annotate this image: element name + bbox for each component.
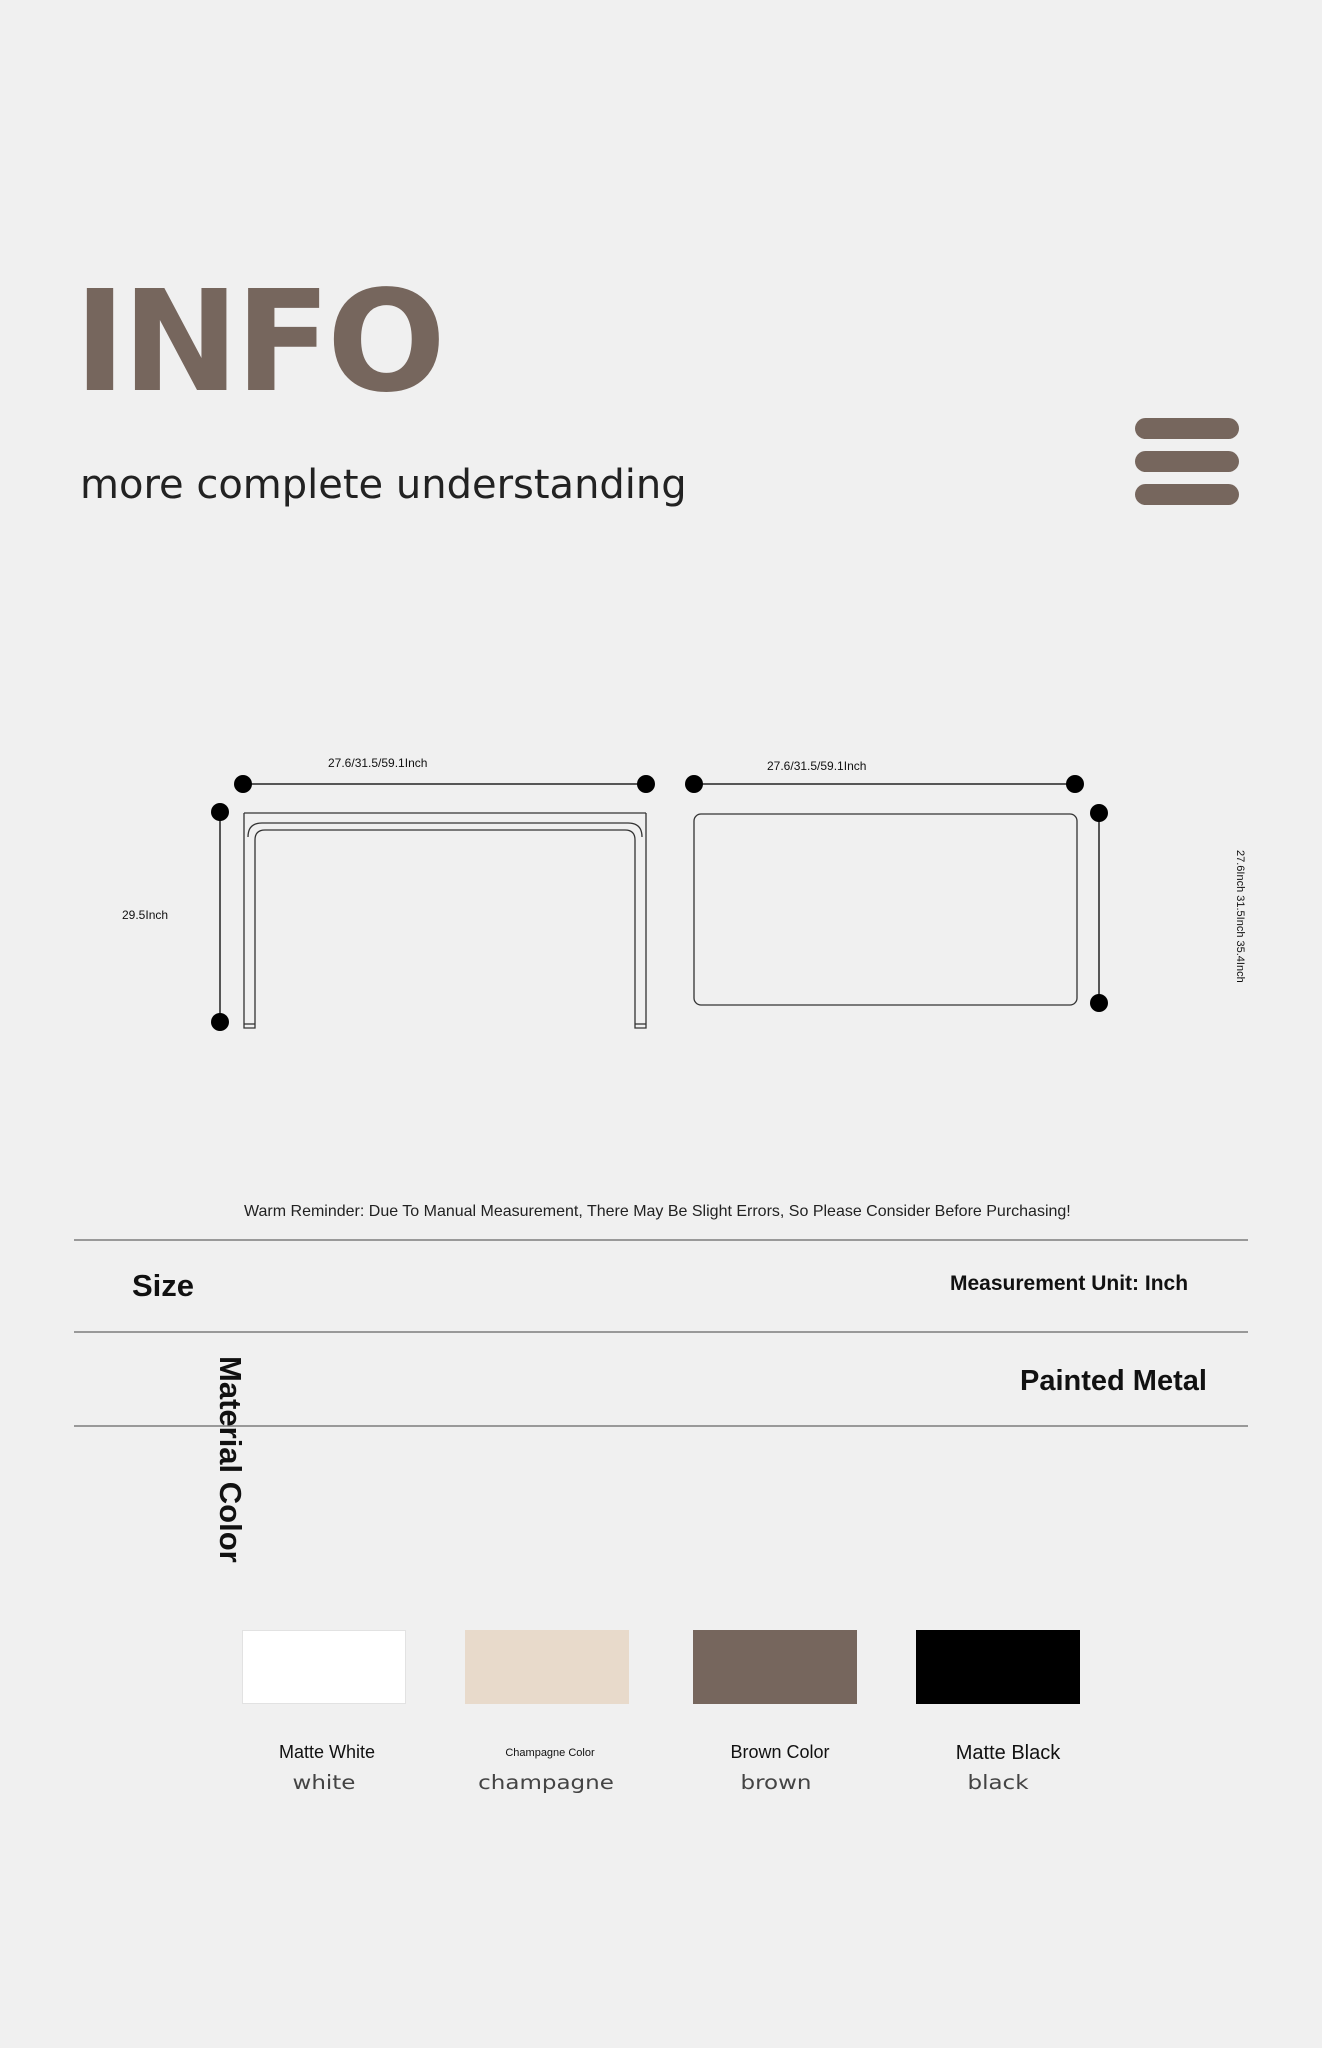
- swatch-label-matte-black: Matte Black: [955, 1742, 1061, 1764]
- front-width-label: 27.6/31.5/59.1Inch: [328, 756, 428, 770]
- swatch-label-champagne: Champagne Color: [505, 1747, 595, 1759]
- size-label: Size: [132, 1268, 195, 1303]
- page-title: INFO: [74, 261, 442, 424]
- table-front-view: [244, 813, 646, 1028]
- top-width-dimension-line: [685, 775, 1084, 793]
- swatch-label-brown: Brown Color: [730, 1742, 830, 1762]
- table-dimension-drawing: [0, 740, 1322, 1060]
- swatch-champagne[interactable]: [465, 1630, 629, 1704]
- divider: [74, 1331, 1248, 1333]
- divider: [74, 1425, 1248, 1427]
- page-subtitle: more complete understanding: [80, 462, 687, 508]
- top-width-label: 27.6/31.5/59.1Inch: [767, 759, 867, 773]
- front-width-dimension-line: [234, 775, 655, 793]
- material-color-label: Material Color: [213, 1356, 248, 1563]
- swatch-label-matte-white: Matte White: [278, 1742, 376, 1762]
- divider: [74, 1239, 1248, 1241]
- height-label: 29.5Inch: [122, 908, 169, 922]
- swatch-word-black: black: [967, 1771, 1029, 1795]
- material-value: Painted Metal: [1020, 1365, 1207, 1397]
- table-top-view: [694, 814, 1077, 1005]
- front-height-dimension-line: [211, 803, 229, 1031]
- measurement-unit: Measurement Unit: Inch: [950, 1272, 1189, 1295]
- swatch-word-brown: brown: [740, 1771, 812, 1795]
- depth-dimension-line: [1090, 804, 1108, 1012]
- swatch-word-champagne: champagne: [478, 1771, 614, 1795]
- measurement-reminder: Warm Reminder: Due To Manual Measurement, There May Be Slight Errors, So Please Consider Before Purchasing!: [244, 1203, 1071, 1220]
- swatch-brown[interactable]: [693, 1630, 857, 1704]
- depth-label: 27.6Inch 31.5Inch 35.4Inch: [1234, 850, 1246, 983]
- swatch-word-white: white: [292, 1771, 356, 1795]
- swatch-matte-black[interactable]: [916, 1630, 1080, 1704]
- swatch-matte-white[interactable]: [242, 1630, 406, 1704]
- hamburger-icon[interactable]: [1135, 418, 1239, 506]
